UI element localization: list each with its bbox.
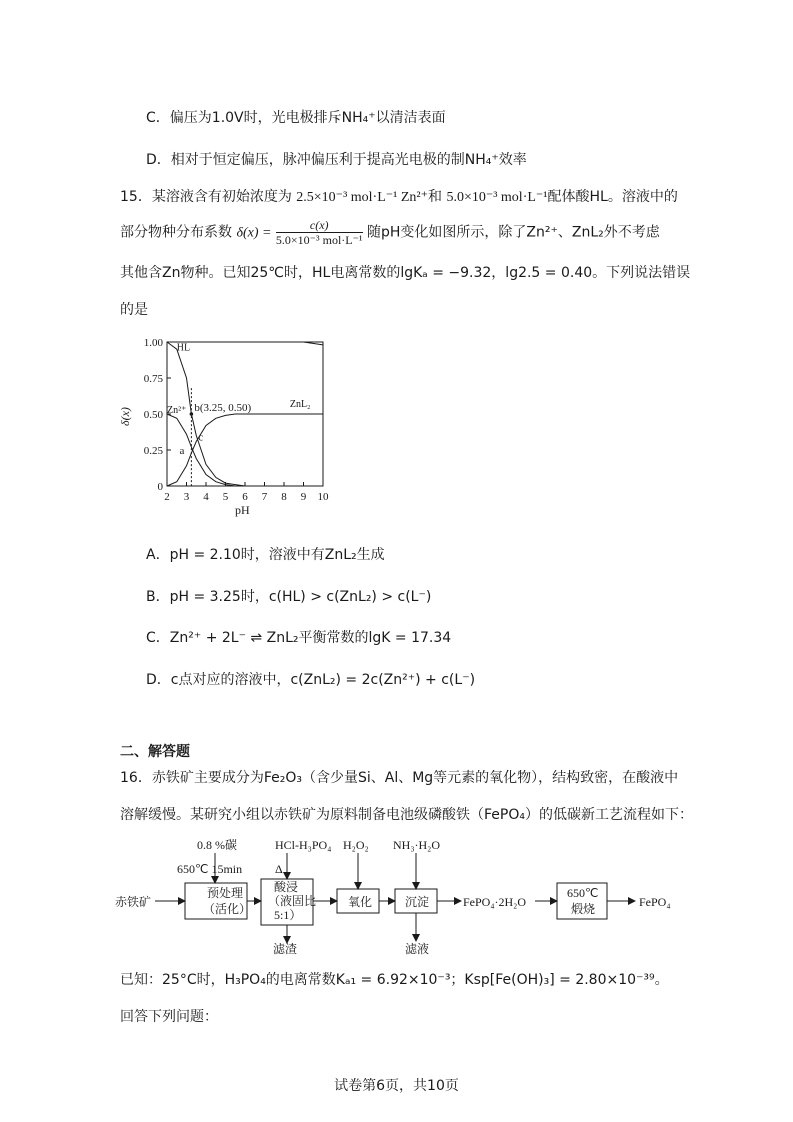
box2-line3: 5:1） [274, 908, 302, 922]
box5-line1: 650℃ [567, 886, 599, 900]
annotation-c: c [198, 431, 204, 444]
q14-option-d: D．相对于恒定偏压，脉冲偏压利于提高光电极的制NH₄⁺效率 [146, 152, 527, 168]
flow-end: FePO₄ [639, 895, 671, 909]
flow-add-ammonia: NH₃·H₂O [393, 838, 441, 852]
series-line [167, 342, 323, 345]
box2-line1: 酸浸 [274, 880, 299, 894]
distribution-fraction: $\frac{c(x)}{\text{5.0×10⁻³ mol·L⁻¹}}$ [275, 218, 363, 247]
x-tick-label: 7 [261, 491, 268, 503]
point-b [190, 412, 194, 416]
page-footer: 试卷第6页，共10页 [334, 1078, 459, 1094]
q14-option-c: C．偏压为1.0V时，光电极排斥NH₄⁺以清洁表面 [146, 110, 446, 126]
x-tick-label: 10 [317, 491, 329, 503]
box4-label: 沉淀 [405, 895, 430, 909]
x-tick-label: 9 [300, 491, 307, 503]
section-title: 二、解答题 [120, 744, 190, 760]
x-tick-label: 3 [183, 491, 190, 503]
distribution-chart [115, 332, 345, 522]
flow-add-acid: HCl-H₃PO₄ [275, 838, 332, 852]
flow-start: 赤铁矿 [115, 895, 152, 909]
y-tick-label: 0.75 [143, 373, 163, 385]
flow-add-carbon: 0.8 %碳 [197, 838, 237, 852]
x-tick-label: 6 [242, 491, 248, 503]
y-axis-label: δ(x) [118, 407, 132, 426]
y-tick-label: 0 [157, 481, 163, 493]
x-tick-label: 2 [164, 491, 170, 503]
box1-line1: 预处理 [207, 886, 244, 900]
flow-residue: 滤渣 [273, 942, 298, 956]
q15-line-2: 部分物种分布系数 δ(x) = $\frac{c(x)}{\text{5.0×10⁻³ mol·L⁻¹}}$ 随pH变化如图所示，除了Zn²⁺、ZnL₂外不考虑 [120, 218, 660, 247]
q15-option-b: B．pH = 3.25时，c(HL) > c(ZnL₂) > c(L⁻) [146, 589, 432, 605]
annotation-b: b(3.25, 0.50) [194, 402, 252, 414]
box2-line2: （液固比 [268, 894, 317, 908]
flow-add-h2o2: H₂O₂ [343, 838, 369, 852]
series-label: HL [176, 342, 191, 354]
series-label: Zn²⁺ [167, 405, 187, 416]
process-flow-diagram [115, 833, 675, 963]
q16-line-2: 溶解缓慢。某研究小组以赤铁矿为原料制备电池级磷酸铁（FePO₄）的低碳新工艺流程如下： [120, 807, 693, 823]
q15-option-d: D．c点对应的溶液中，c(ZnL₂) = 2c(Zn²⁺) + c(L⁻) [146, 672, 476, 688]
y-tick-label: 1.00 [143, 337, 163, 349]
y-tick-label: 0.50 [143, 409, 163, 421]
flow-cond-heat: Δ [275, 862, 283, 876]
series-line [167, 414, 323, 486]
q15-line-4: 的是 [120, 302, 148, 318]
y-tick-label: 0.25 [143, 445, 163, 457]
q15-line-3: 其他含Zn物种。已知25℃时，HL电离常数的lgKₐ = −9.32，lg2.5 = 0.40。下列说法错误 [120, 265, 691, 281]
q16-known: 已知：25°C时，H₃PO₄的电离常数Kₐ₁ = 6.92×10⁻³；Ksp[Fe(OH)₃] = 2.80×10⁻³⁹。 [120, 972, 669, 988]
box1-line2: （活化） [203, 902, 252, 916]
x-tick-label: 8 [281, 491, 287, 503]
q16-line-1: 16．赤铁矿主要成分为Fe₂O₃（含少量Si、Al、Mg等元素的氧化物），结构致密，在酸液中 [120, 770, 679, 786]
box5-line2: 煅烧 [571, 902, 596, 916]
annotation-a: a [179, 445, 185, 457]
flow-filtrate: 滤液 [405, 942, 430, 956]
x-axis-label: pH [235, 503, 250, 517]
q16-answer-prompt: 回答下列问题： [120, 1009, 218, 1025]
q15-line-1: 15．某溶液含有初始浓度为 2.5×10⁻³ mol·L⁻¹ Zn²⁺和 5.0×10⁻³ mol·L⁻¹配体酸HL。溶液中的 [120, 189, 678, 205]
flow-intermediate: FePO₄·2H₂O [463, 895, 527, 909]
flow-cond-1: 650℃ 15min [177, 862, 243, 876]
q15-option-c: C．Zn²⁺ + 2L⁻ ⇌ ZnL₂平衡常数的lgK = 17.34 [146, 630, 452, 646]
box3-label: 氧化 [348, 895, 373, 909]
series-label: ZnL₂ [289, 398, 311, 410]
x-tick-label: 4 [203, 491, 209, 503]
x-tick-label: 5 [222, 491, 229, 503]
series-line [167, 414, 323, 486]
q15-option-a: A．pH = 2.10时，溶液中有ZnL₂生成 [146, 547, 385, 563]
